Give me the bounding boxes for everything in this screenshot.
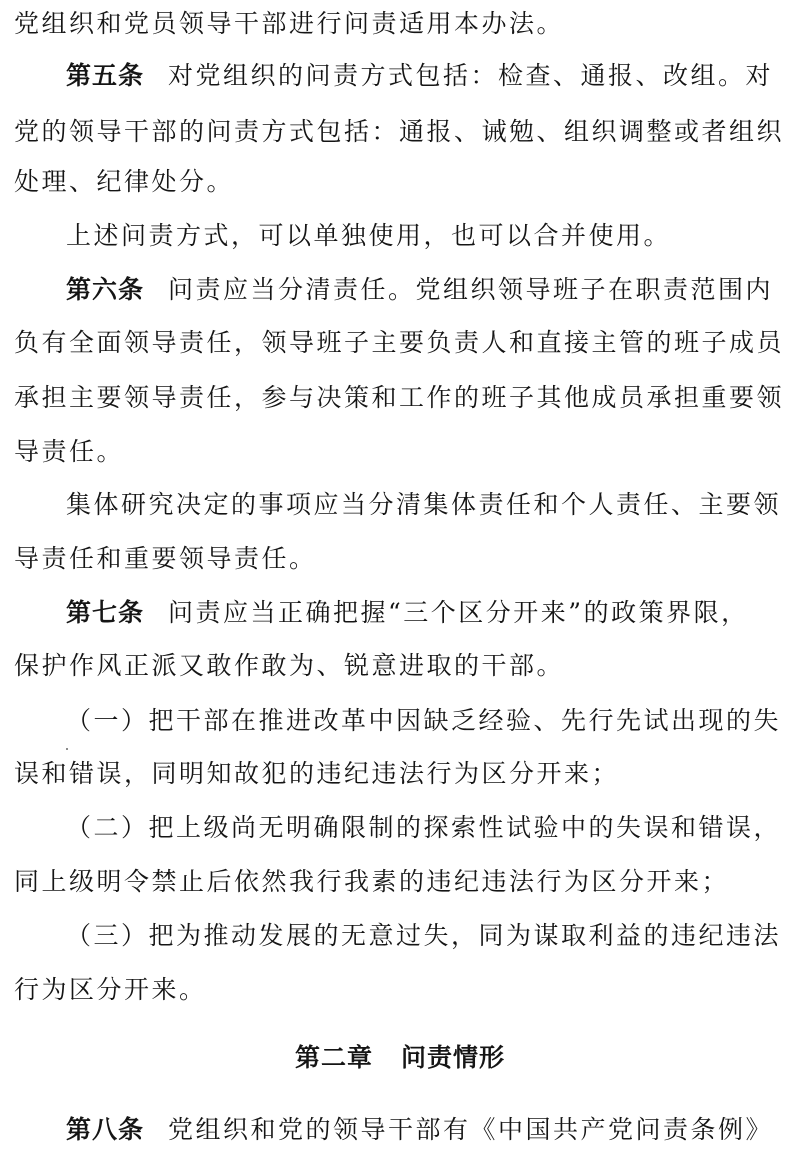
article-7-label: 第七条 — [66, 598, 145, 627]
paragraph-line: （二）把上级尚无明确限制的探索性试验中的失误和错误， — [66, 813, 782, 842]
article-5-line — [66, 56, 800, 96]
article-7-text: 问责应当正确把握“三个区分开来”的政策界限， — [168, 598, 749, 627]
paragraph-line: 党组织和党员领导干部进行问责适用本办法。 — [14, 9, 565, 38]
paragraph-line: 导责任和重要领导责任。 — [14, 544, 317, 573]
article-5-text: 对党组织的问责方式包括：检查、通报、改组。对 — [168, 61, 774, 90]
paragraph-line: 上述问责方式，可以单独使用，也可以合并使用。 — [66, 221, 672, 250]
chapter-title: 问责情形 — [401, 1043, 506, 1072]
paragraph-line: 保护作风正派又敢作敢为、锐意进取的干部。 — [14, 651, 565, 680]
article-6-text: 问责应当分清责任。党组织领导班子在职责范围内 — [168, 275, 774, 304]
paragraph-line: （三）把为推动发展的无意过失，同为谋取利益的违纪违法 — [66, 921, 782, 950]
paragraph-line: 误和错误，同明知故犯的违纪违法行为区分开来； — [14, 759, 620, 788]
chapter-number: 第二章 — [294, 1043, 373, 1072]
paragraph-line: 导责任。 — [14, 437, 125, 466]
paragraph-line: 行为区分开来。 — [14, 975, 207, 1004]
article-8-text: 党组织和党的领导干部有《中国共产党问责条例》 — [168, 1115, 774, 1144]
article-6-label: 第六条 — [66, 275, 145, 304]
paragraph-line: （一）把干部在推进改革中因缺乏经验、先行先试出现的失 — [66, 706, 782, 735]
paragraph-line: 负有全面领导责任，领导班子主要负责人和直接主管的班子成员 — [14, 328, 785, 357]
paragraph-line: 党的领导干部的问责方式包括：通报、诫勉、组织调整或者组织 — [14, 117, 785, 146]
paragraph-line: 集体研究决定的事项应当分清集体责任和个人责任、主要领 — [66, 490, 782, 519]
article-5-label: 第五条 — [66, 61, 145, 90]
article-6-line — [66, 270, 800, 310]
paragraph-line: 处理、纪律处分。 — [14, 167, 235, 196]
scan-speck — [66, 748, 68, 750]
article-8-label: 第八条 — [66, 1115, 145, 1144]
article-7-line — [66, 593, 800, 633]
paragraph-line: 承担主要领导责任，参与决策和工作的班子其他成员承担重要领 — [14, 383, 785, 412]
paragraph-line: 同上级明令禁止后依然我行我素的违纪违法行为区分开来； — [14, 867, 730, 896]
chapter-heading — [0, 1036, 800, 1080]
article-8-line — [66, 1110, 800, 1150]
